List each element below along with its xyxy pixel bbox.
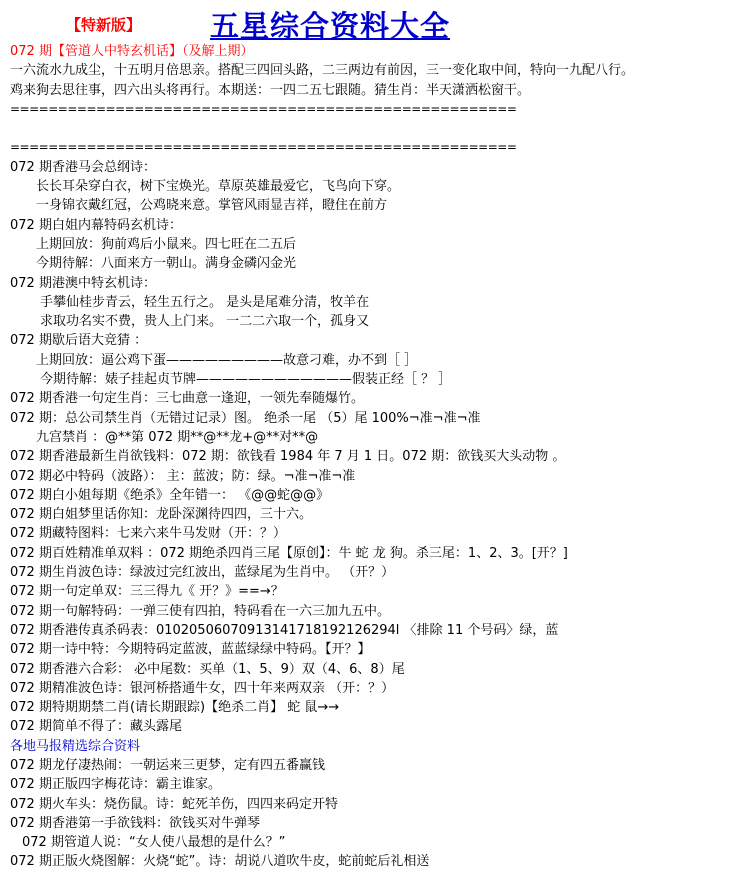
text-line: 今期待解：八面来方一朝山。满身金磷闪金光 xyxy=(36,256,297,272)
text-line: 九宫禁肖 ：@**第 072 期**@**龙+@**对**@ xyxy=(36,429,319,445)
text-line: 072 期简单不得了：藏头露尾 xyxy=(10,719,182,735)
text-line: 072 期管道人说：“女人使八最想的是什么？” xyxy=(22,835,286,851)
text-line: 072 期火车头：烧伤鼠。诗：蛇死羊伤，四四来码定开特 xyxy=(10,796,338,812)
text-line: 一六流水九成尘，十五明月倍思亲。搭配三四回头路，二三两边有前因，三一变化取中间，特向一九配八行。 xyxy=(10,63,635,79)
text-line: 072 期精准波色诗：银河桥搭通牛女，四十年来两双亲 （开：？） xyxy=(10,680,395,696)
text-line: 072 期香港最新生肖欲钱料：072 期：欲钱看 1984 年 7 月 1 日。072 期：欲钱买大头动物 。 xyxy=(10,449,566,465)
text-line: 072 期香港马会总纲诗： xyxy=(10,159,156,175)
text-line: 072 期正版火烧图解：火烧“蛇”。诗：胡说八道吹牛皮，蛇前蛇后礼相送 xyxy=(10,854,430,870)
text-line: 072 期白小姐每期《绝杀》全年错一： 《@@蛇@@》 xyxy=(10,487,330,503)
text-line: 072 期白姐内幕特码玄机诗： xyxy=(10,217,182,233)
document-body xyxy=(10,42,742,872)
text-line: 072 期一诗中特：今期特码定蓝波，蓝蓝绿绿中特码。【开？】 xyxy=(10,642,371,658)
text-line: 一身锦衣戴红冠，公鸡晓来意。掌管风雨显吉祥，瞪住在前方 xyxy=(36,198,388,214)
text-line: 072 期香港第一手欲钱料：欲钱买对牛弹琴 xyxy=(10,815,260,831)
text-line: 072 期一句解特码：一弹三使有四拍，特码看在一六三加九五中。 xyxy=(10,603,390,619)
page-title[interactable]: 五星综合资料大全 xyxy=(210,9,451,43)
text-line: 各地马报精选综合资料 xyxy=(10,738,141,754)
text-line: 072 期白姐梦里话你知：龙卧深渊待四四，三十六。 xyxy=(10,507,312,523)
text-line: 上期回放：狗前鸡后小鼠来。四七旺在二五后 xyxy=(36,236,297,252)
edition-badge: 【特新版】 xyxy=(66,16,142,34)
text-line: 072 期必中特码（波路）： 主：蓝波；防：绿。¬准¬准¬准 xyxy=(10,468,356,484)
text-line: 手攀仙桂步青云，轻生五行之。 是头是尾难分清，牧羊在 xyxy=(40,294,370,310)
text-line xyxy=(10,119,742,138)
text-line: 072 期：总公司禁生肖（无错过记录）图。 绝杀一尾 （5）尾 100%¬准¬准¬准 xyxy=(10,410,481,426)
separator-line: ===================================================== xyxy=(10,140,517,155)
text-line: 上期回放：逼公鸡下蛋—————————故意刁难，办不到［ ］ xyxy=(36,352,418,368)
text-line: 072 期香港传真杀码表：01020506070913141718192126294l 〈排除 11 个号码〉绿，蓝 xyxy=(10,622,559,638)
text-line: 长长耳朵穿白衣，树下宝焕光。草原英雄最爱它，飞鸟向下穿。 xyxy=(36,179,401,195)
text-line: 求取功名实不费，贵人上门来。 一二二六取一个，孤身又 xyxy=(40,314,370,330)
text-line: 072 期藏特图料：七来六来牛马发财（开：？） xyxy=(10,526,286,542)
text-line: 072 期龙仔凄热闹：一朝运来三更梦，定有四五番赢钱 xyxy=(10,757,325,773)
text-line: 072 期生肖波色诗：绿波过完红波出，蓝绿尾为生肖中。 （开？） xyxy=(10,565,395,581)
page-header xyxy=(0,4,748,44)
text-line: 072 期一句定单双：三三得九《 开？》==→？ xyxy=(10,584,284,600)
text-line: 072 期香港六合彩： 必中尾数：买单（1、5、9）双（4、6、8）尾 xyxy=(10,661,405,677)
text-line: 072 期香港一句定生肖：三七曲意一逢迎，一领先奉随爆竹。 xyxy=(10,391,364,407)
text-line: 072 期歇后语大竞猜 ： xyxy=(10,333,148,349)
text-line: 072 期港澳中特玄机诗： xyxy=(10,275,156,291)
text-line: 鸡来狗去思往事，四六出头将再行。本期送：一四二五七跟随。猜生肖：半天潇洒松窗干。 xyxy=(10,82,531,98)
text-line: 072 期百姓精准单双料 ：072 期绝杀四肖三尾【原创】：牛 蛇 龙 狗。杀三尾：1、2、3。[开？] xyxy=(10,545,568,561)
separator-line: ===================================================== xyxy=(10,101,517,116)
text-line: 072 期【管道人中特玄机话】（及解上期） xyxy=(10,44,254,59)
text-line: 072 期正版四字梅花诗：霸主谁家。 xyxy=(10,777,221,793)
text-line: 今期待解：婊子挂起贞节牌————————————假装正经［ ？ ］ xyxy=(40,372,452,388)
text-line: 072 期特期期禁二肖(请长期跟踪)【绝杀二肖】 蛇 鼠→→ xyxy=(10,700,340,716)
